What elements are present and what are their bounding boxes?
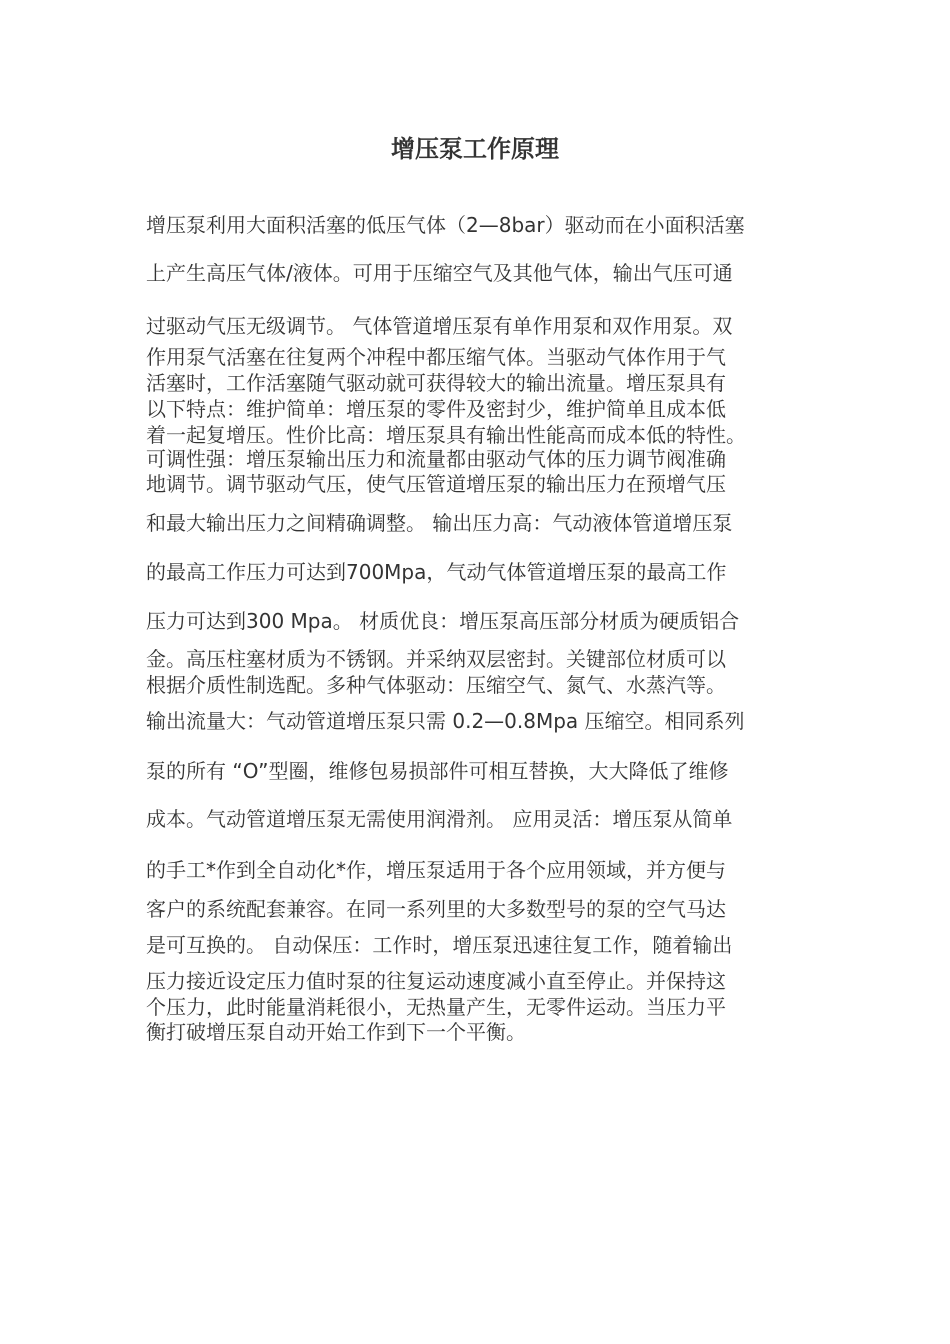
text-line: 衡打破增压泵自动开始工作到下一个平衡。 — [146, 1020, 526, 1044]
text-line: 压力可达到300 Mpa。 材质优良：增压泵高压部分材质为硬质铝合 — [146, 609, 740, 633]
text-line: 过驱动气压无级调节。 气体管道增压泵有单作用泵和双作用泵。双 — [146, 314, 733, 338]
text-line: 个压力，此时能量消耗很小，无热量产生，无零件运动。当压力平 — [146, 995, 726, 1019]
text-line: 和最大输出压力之间精确调整。 输出压力高：气动液体管道增压泵 — [146, 511, 733, 535]
text-line: 输出流量大：气动管道增压泵只需 0.2—0.8Mpa 压缩空。相同系列 — [146, 709, 745, 733]
text-line: 上产生高压气体/液体。可用于压缩空气及其他气体，输出气压可通 — [146, 261, 733, 285]
text-line: 作用泵气活塞在往复两个冲程中都压缩气体。当驱动气体作用于气 — [146, 345, 726, 369]
document-title: 增压泵工作原理 — [391, 135, 559, 163]
text-line: 的最高工作压力可达到700Mpa，气动气体管道增压泵的最高工作 — [146, 560, 727, 584]
text-line: 可调性强：增压泵输出压力和流量都由驱动气体的压力调节阀准确 — [146, 447, 726, 471]
text-line: 成本。气动管道增压泵无需使用润滑剂。 应用灵活：增压泵从简单 — [146, 807, 733, 831]
text-line: 压力接近设定压力值时泵的往复运动速度减小直至停止。并保持这 — [146, 969, 726, 993]
text-line: 根据介质性制选配。多种气体驱动：压缩空气、氮气、水蒸汽等。 — [146, 673, 726, 697]
text-line: 活塞时，工作活塞随气驱动就可获得较大的输出流量。增压泵具有 — [146, 371, 726, 395]
text-line: 着一起复增压。性价比高：增压泵具有输出性能高而成本低的特性。 — [146, 423, 746, 447]
text-line: 客户的系统配套兼容。在同一系列里的大多数型号的泵的空气马达 — [146, 897, 726, 921]
text-line: 的手工*作到全自动化*作，增压泵适用于各个应用领域，并方便与 — [146, 858, 726, 882]
text-line: 以下特点：维护简单：增压泵的零件及密封少，维护简单且成本低 — [146, 397, 726, 421]
text-line: 增压泵利用大面积活塞的低压气体（2—8bar）驱动而在小面积活塞 — [146, 213, 745, 237]
text-line: 金。高压柱塞材质为不锈钢。并采纳双层密封。关键部位材质可以 — [146, 647, 726, 671]
text-line: 是可互换的。 自动保压：工作时，增压泵迅速往复工作，随着输出 — [146, 933, 733, 957]
text-line: 地调节。调节驱动气压，使气压管道增压泵的输出压力在预增气压 — [146, 472, 726, 496]
text-line: 泵的所有 “O”型圈，维修包易损部件可相互替换，大大降低了维修 — [146, 759, 729, 783]
